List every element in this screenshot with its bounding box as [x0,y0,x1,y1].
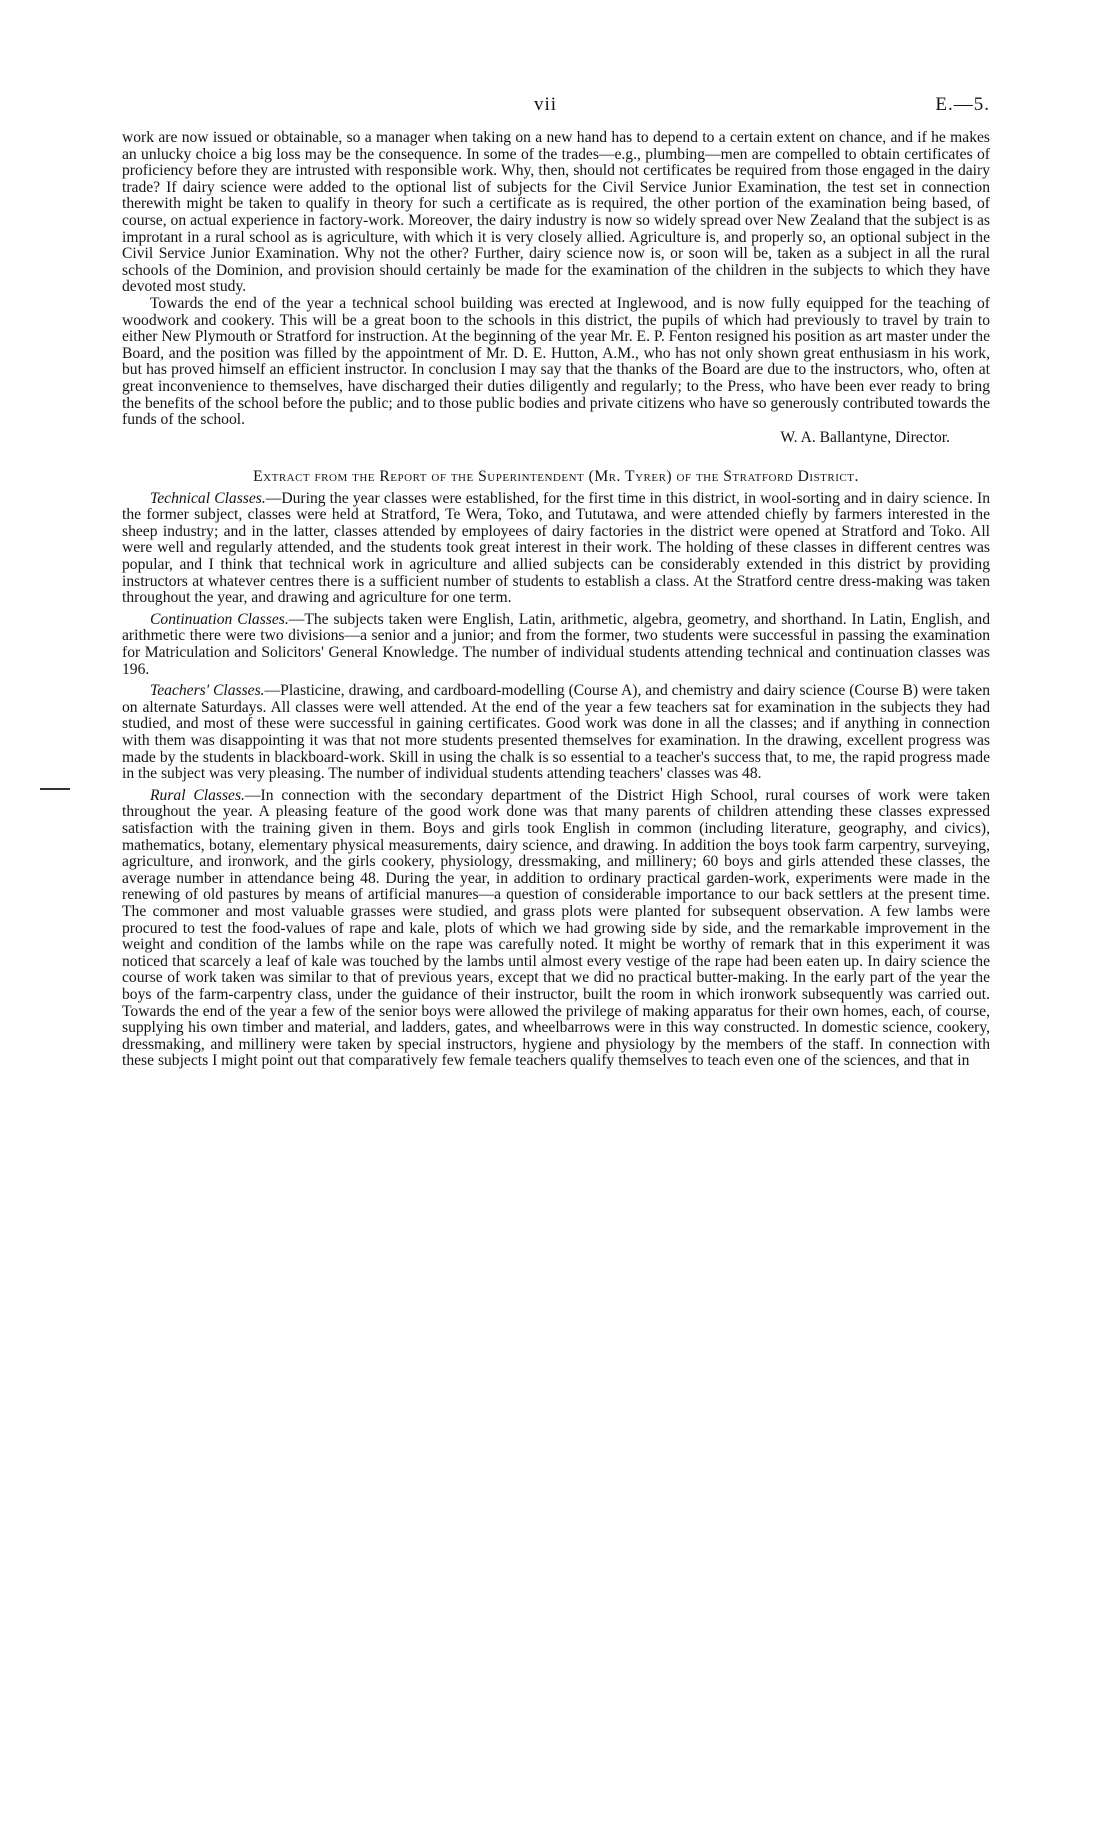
page-number: vii [534,94,558,115]
intro-paragraph-1: work are now issued or obtainable, so a manager when taking on a new hand has to depend to a certain extent on chance, and if he makes an unlucky choice a big loss may be the consequence. In some of the trades—e.g., plumbing—men are compelled to obtain certificates of proficiency before they are intrusted with responsible work. Why, then, should not certificates be required from those engaged in the dairy trade? If dairy science were added to the optional list of subjects for the Civil Service Junior Examination, the test set in connection therewith might be taken to qualify in theory for such a certificate as is required, the other portion of the examination being based, of course, on actual experience in factory-work. Moreover, the dairy industry is now so widely spread over New Zealand that the subject is as improtant in a rural school as is agriculture, with which it is very closely allied. Agriculture is, and properly so, an optional subject in the Civil Service Junior Examination. Why not the other? Further, dairy science now is, or soon will be, taken as a subject in all the rural schools of the Dominion, and provision should certainly be made for the examination of the children in the subjects to which they have devoted most study. [122,129,990,296]
teachers-classes-paragraph [122,683,990,783]
technical-classes-heading: Technical Classes. [150,489,266,507]
continuation-classes-heading: Continuation Classes. [150,610,289,628]
page-header [122,94,990,130]
teachers-classes-text: —Plasticine, drawing, and cardboard-modelling (Course A), and chemistry and dairy science (Course B) were taken on alternate Saturdays. All classes were well attended. At the end of the year a few teachers sat for examination in the subjects they had studied, and most of these were successful in gaining certificates. Good work was done in all the classes; and if anything in connection with them was disappointing it was that not more students presented themselves for examination. In the drawing, excellent progress was made by the students in blackboard-work. Skill in using the chalk is so essential to a teacher's success that, to me, the rapid progress made in the subject was very pleasing. The number of individual students attending teachers' classes was 48. [122,682,990,783]
technical-classes-text: —During the year classes were established, for the first time in this district, in wool-sorting and in dairy science. In the former subject, classes were held at Stratford, Te Wera, Toko, and Tututawa, and were attended chiefly by farmers interested in the sheep industry; and in the latter, classes attended by employees of dairy factories in the district were opened at Stratford and Toko. All were well and regularly attended, and the students took great interest in their work. The holding of these classes in different centres was popular, and I think that technical work in agriculture and allied subjects can be considerably extended in this district by providing instructors at whatever centres there is a sufficient number of students to establish a class. At the Stratford centre dress-making was taken throughout the year, and drawing and agriculture for one term. [122,489,991,607]
rural-classes-paragraph [122,788,990,1070]
teachers-classes-heading: Teachers' Classes. [150,682,265,700]
signature: W. A. Ballantyne, Director. [780,428,950,446]
technical-classes-paragraph [122,491,990,607]
extract-title: Extract from the Report of the Superintendent (Mr. Tyrer) of the Stratford District. [253,467,859,485]
rural-classes-heading: Rural Classes. [150,786,245,804]
intro-paragraph-2: Towards the end of the year a technical school building was erected at Inglewood, and is now fully equipped for the teaching of woodwork and cookery. This will be a great boon to the schools in this district, the pupils of which had previously to travel by train to either New Plymouth or Stratford for instruction. At the beginning of the year Mr. E. P. Fenton resigned his position as art master under the Board, and the position was filled by the appointment of Mr. D. E. Hutton, A.M., who has not only shown great enthusiasm in his work, but has proved himself an efficient instructor. In conclusion I may say that the thanks of the Board are due to the instructors, who, often at great inconvenience to themselves, have discharged their duties diligently and regularly; to the Press, who have been ever ready to bring the benefits of the school before the public; and to those public bodies and private citizens who have so generously contributed towards the funds of the school. [122,294,990,429]
margin-mark [40,788,70,790]
rural-classes-text: —In connection with the secondary department of the District High School, rural courses of work were taken throughout the year. A pleasing feature of the good work done was that many parents of children attending these classes expressed satisfaction with the training given in them. Boys and girls took English in common (including literature, geography, and civics), mathematics, botany, elementary physical measurements, dairy science, and drawing. In addition the boys took farm carpentry, surveying, agriculture, and ironwork, and the girls cookery, physiology, dressmaking, and millinery; 60 boys and girls attended these classes, the average number in attendance being 48. During the year, in addition to ordinary practical garden-work, experiments were made in the renewing of old pastures by means of artificial manures—a question of considerable importance to our back settlers at the present time. The commoner and most valuable grasses were studied, and grass plots were planted for subsequent observation. A few lambs were procured to test the food-values of rape and kale, plots of which we had growing side by side, and the remarkable improvement in the weight and condition of the lambs while on the rape was carefully noted. It might be worthy of remark that in this experiment it was noticed that scarcely a leaf of kale was touched by the lambs until almost every vestige of the rape had been eaten up. In dairy science the course of work taken was similar to that of previous years, except that we did no practical butter-making. In the early part of the year the boys of the farm-carpentry class, under the guidance of their instructor, built the room in which ironwork subsequently was carried out. Towards the end of the year a few of the senior boys were allowed the privilege of making apparatus for their own homes, each, of course, supplying his own timber and material, and ladders, gates, and wheelbarrows were in this way constructed. In domestic science, cookery, dressmaking, and millinery were taken by special instructors, hygiene and physiology by the members of the staff. In connection with these subjects I might point out that comparatively few female teachers qualify themselves to teach even one of the sciences, and that in [122,786,990,1070]
document-page [122,94,990,1070]
continuation-classes-text: —The subjects taken were English, Latin, arithmetic, algebra, geometry, and shorthand. In Latin, English, and arithmetic there were two divisions—a senior and a junior; and from the former, two students were successful in passing the examination for Matriculation and Solicitors' General Knowledge. The number of individual students attending technical and continuation classes was 196. [122,610,990,678]
page-reference: E.—5. [935,94,990,115]
continuation-classes-paragraph [122,612,990,678]
